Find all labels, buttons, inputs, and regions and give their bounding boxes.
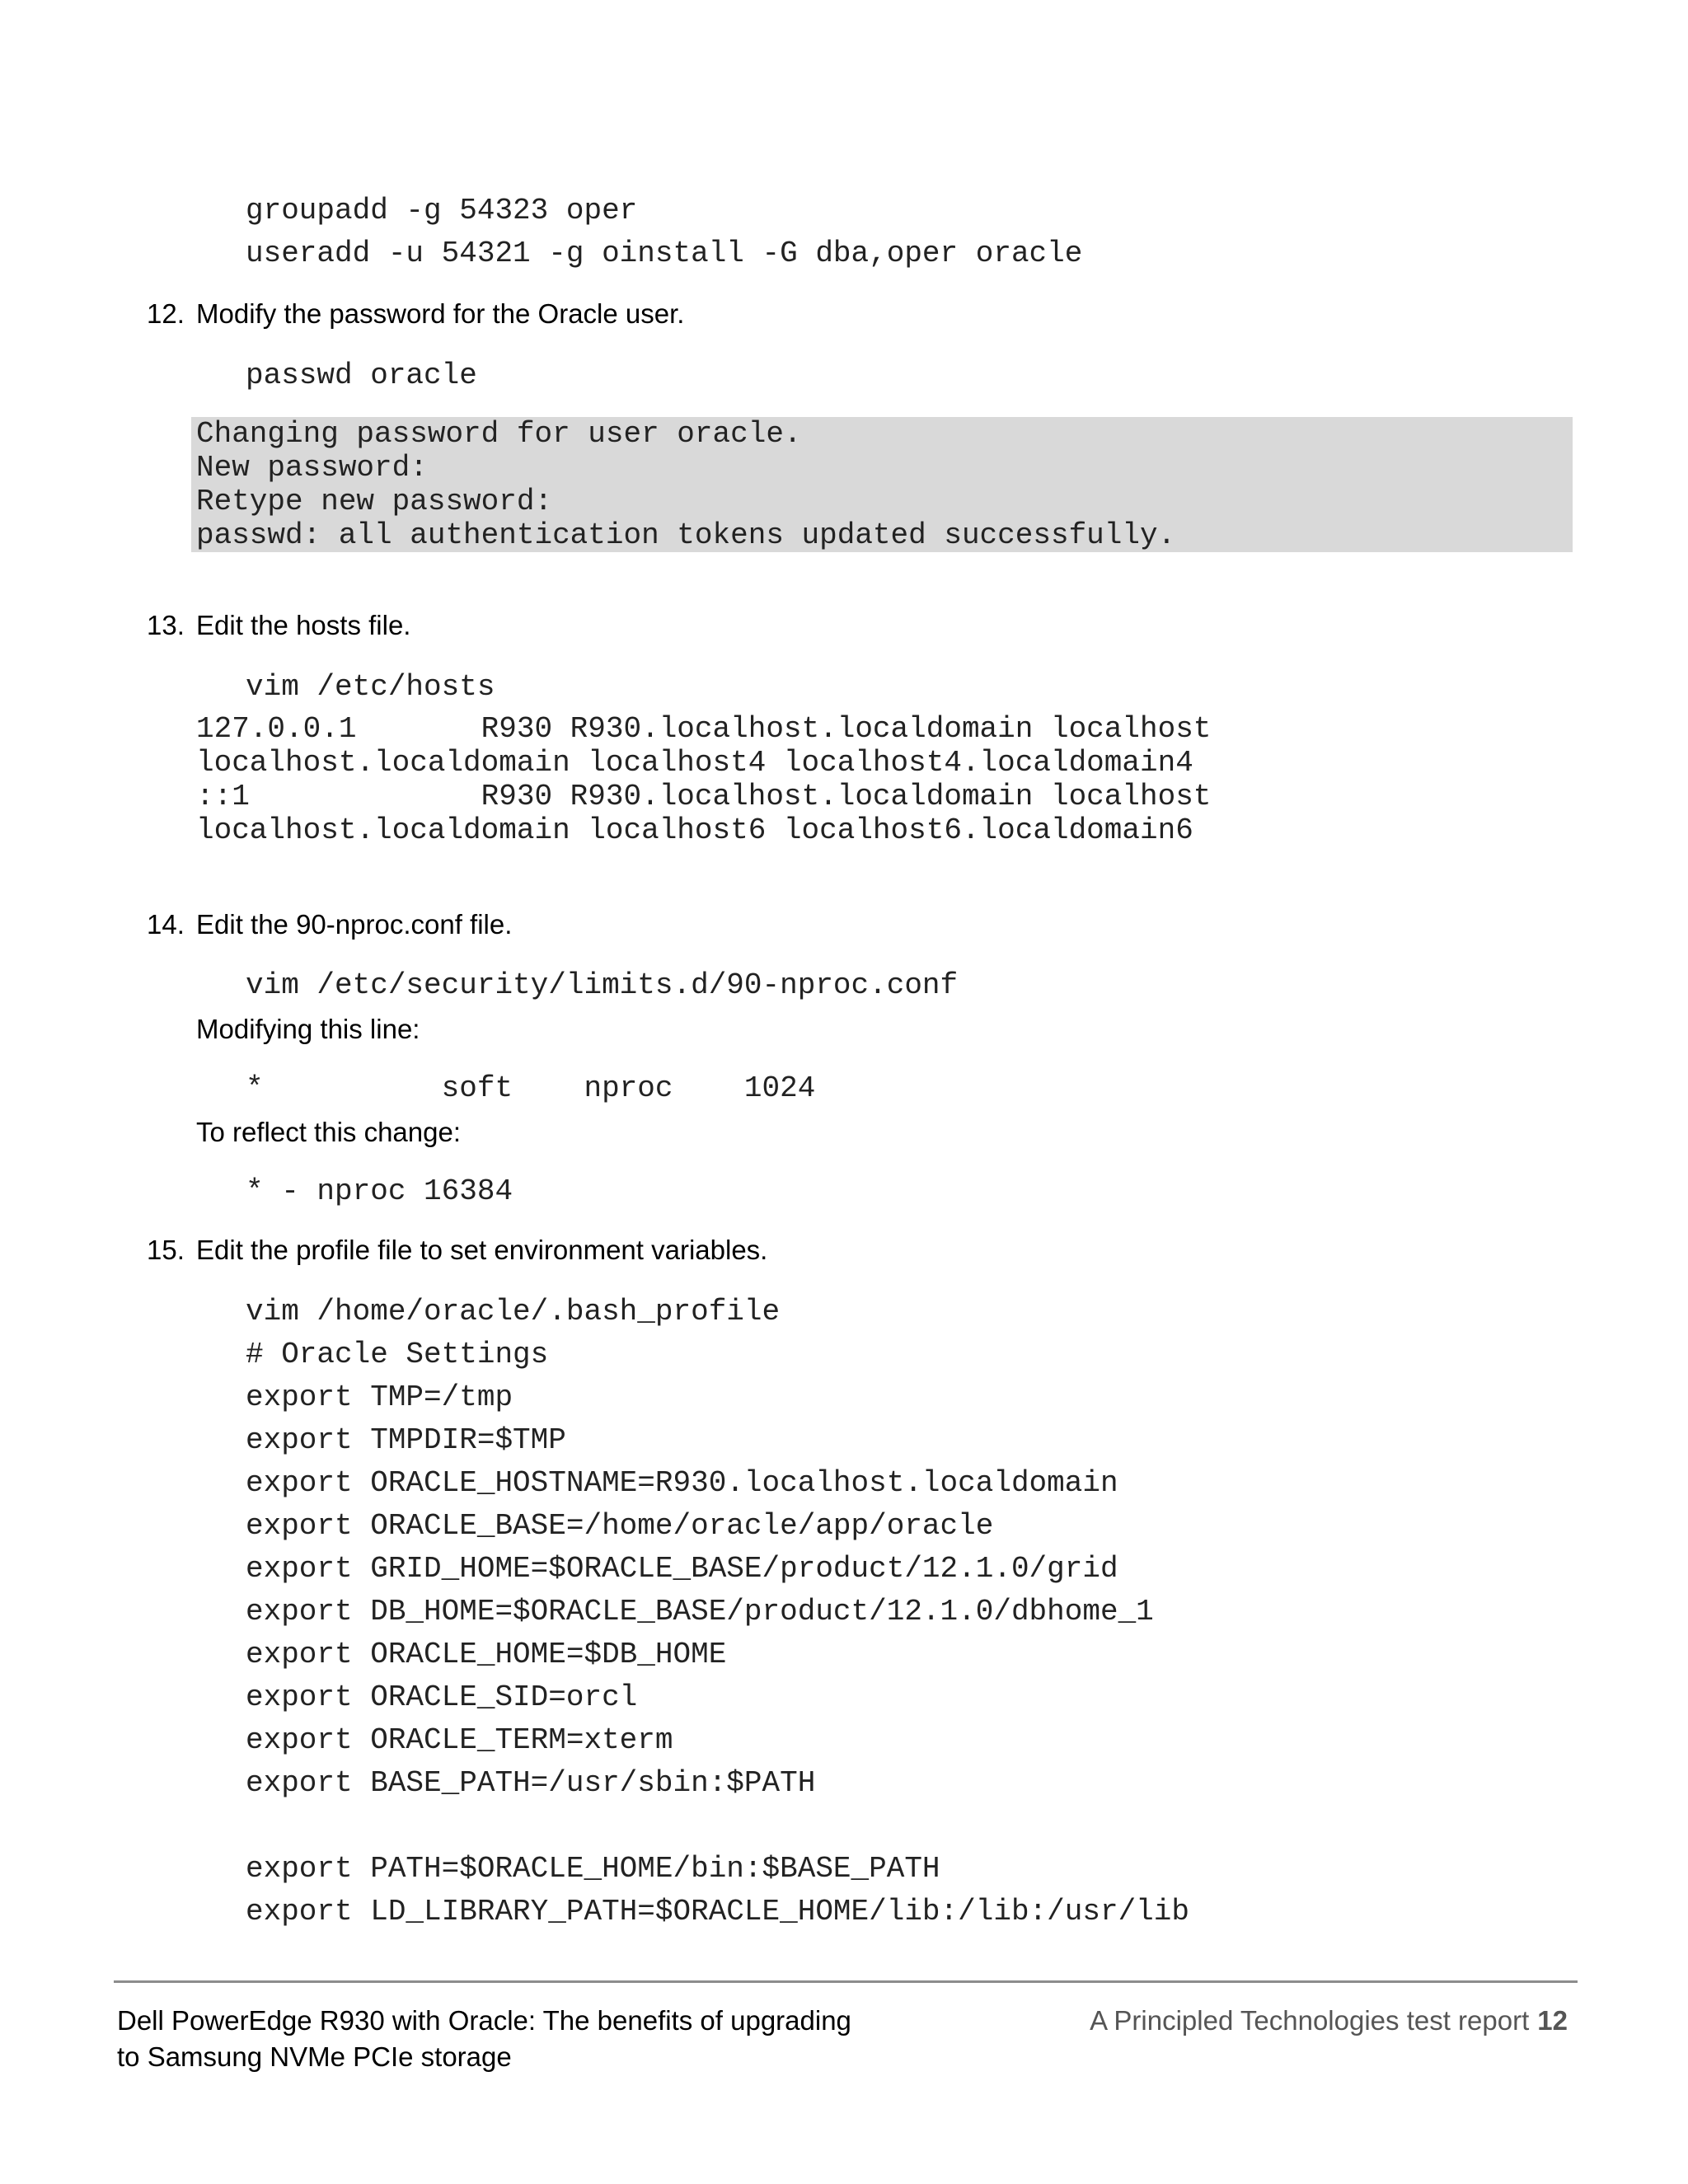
footer-title-line: to Samsung NVMe PCIe storage [117,2041,512,2072]
step-number: 15. [147,1235,185,1265]
step-number: 13. [147,610,185,640]
step-13 [147,610,410,641]
code-line: vim /home/oracle/.bash_profile [246,1295,781,1329]
footer-divider [114,1980,1578,1983]
code-line: export DB_HOME=$ORACLE_BASE/product/12.1.0/dbhome_1 [246,1595,1154,1629]
step-text: Edit the hosts file. [196,610,411,640]
code-line-new-nproc: * - nproc 16384 [246,1174,513,1208]
code-line-passwd: passwd oracle [246,359,477,392]
code-line: export GRID_HOME=$ORACLE_BASE/product/12.1.0/grid [246,1552,1118,1586]
hosts-line: localhost.localdomain localhost6 localhost6.localdomain6 [196,813,1193,847]
code-line-useradd: useradd -u 54321 -g oinstall -G dba,oper oracle [246,237,1083,270]
hosts-line: 127.0.0.1 R930 R930.localhost.localdomain localhost [196,712,1212,746]
step-text: Edit the profile file to set environment variables. [196,1235,768,1265]
step-number: 12. [147,298,185,329]
footer-report-title [117,2003,851,2075]
code-line: export PATH=$ORACLE_HOME/bin:$BASE_PATH [246,1852,940,1886]
code-line: export LD_LIBRARY_PATH=$ORACLE_HOME/lib:/lib:/usr/lib [246,1895,1189,1929]
code-line-blank [246,1805,1189,1848]
note-modifying: Modifying this line: [196,1014,420,1044]
output-line: Retype new password: [196,485,553,518]
step-15 [147,1235,767,1266]
code-line: export TMPDIR=$TMP [246,1423,566,1457]
output-line: passwd: all authentication tokens updated successfully. [196,518,1176,552]
hosts-line: localhost.localdomain localhost4 localhost4.localdomain4 [196,746,1193,780]
hosts-file-content [196,712,1211,847]
step-14 [147,909,512,940]
footer-publisher: A Principled Technologies test report [1090,2005,1530,2036]
output-line: New password: [196,451,428,485]
output-line: Changing password for user oracle. [196,417,802,451]
hosts-line: ::1 R930 R930.localhost.localdomain localhost [196,780,1212,813]
step-text: Modify the password for the Oracle user. [196,298,685,329]
code-line: export ORACLE_HOME=$DB_HOME [246,1638,727,1671]
code-line: export ORACLE_TERM=xterm [246,1723,673,1757]
code-line-vim-hosts: vim /etc/hosts [246,670,495,704]
step-number: 14. [147,909,185,940]
step-text: Edit the 90-nproc.conf file. [196,909,513,940]
command-output-box [191,417,1573,552]
footer-report-label [1090,2003,1568,2039]
code-line: export ORACLE_BASE=/home/oracle/app/oracle [246,1509,994,1543]
code-line: export TMP=/tmp [246,1380,513,1414]
code-line: # Oracle Settings [246,1338,549,1371]
code-line: export BASE_PATH=/usr/sbin:$PATH [246,1766,816,1800]
note-reflect-change: To reflect this change: [196,1117,462,1147]
footer-title-line: Dell PowerEdge R930 with Oracle: The benefits of upgrading [117,2005,851,2036]
step-12 [147,298,684,330]
bash-profile-code [246,1291,1189,1933]
code-line: export ORACLE_HOSTNAME=R930.localhost.localdomain [246,1466,1118,1500]
code-line-groupadd: groupadd -g 54323 oper [246,194,638,227]
code-line-original-nproc: * soft nproc 1024 [246,1071,816,1105]
code-line-vim-nproc: vim /etc/security/limits.d/90-nproc.conf [246,968,959,1002]
code-line: export ORACLE_SID=orcl [246,1680,638,1714]
page-number: 12 [1537,2005,1568,2036]
